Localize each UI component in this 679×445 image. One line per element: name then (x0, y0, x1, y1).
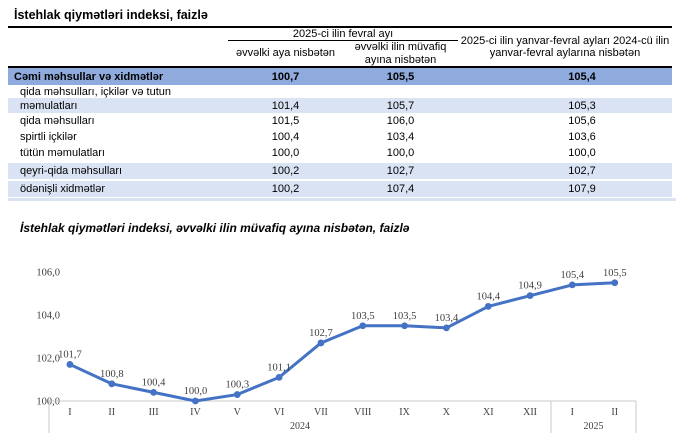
svg-text:100,0: 100,0 (183, 386, 208, 397)
row-value: 105,3 (458, 98, 672, 113)
svg-text:VIII: VIII (354, 407, 372, 418)
row-value: 107,4 (343, 180, 458, 197)
svg-text:103,4: 103,4 (434, 312, 459, 324)
svg-text:X: X (442, 407, 451, 418)
row-value: 100,4 (228, 129, 343, 145)
svg-text:106,0: 106,0 (36, 267, 60, 279)
svg-text:105,5: 105,5 (602, 267, 627, 279)
row-value: 105,4 (458, 67, 672, 85)
table-title: İstehlak qiymətləri indeksi, faizlə (8, 8, 672, 28)
header-group-2025-february: 2025-ci ilin fevral ayı (228, 28, 458, 41)
row-label: qida məhsulları (20, 113, 228, 129)
table-row-food-group-line1 (8, 85, 672, 98)
header-ytd-column: 2025-ci ilin yanvar-fevral ayları 2024-cü ilin yanvar-fevral aylarına nisbətən (458, 28, 672, 67)
svg-text:104,9: 104,9 (518, 280, 542, 292)
row-value: 100,2 (228, 180, 343, 197)
y-axis-labels (36, 268, 60, 408)
chart-title: İstehlak qiymətləri indeksi, əvvəlki ilin müvafiq ayına nisbətən, faizlə (20, 221, 410, 235)
row-value: 105,7 (343, 98, 458, 113)
row-value: 102,7 (343, 162, 458, 180)
svg-text:XI: XI (482, 407, 494, 418)
svg-text:IX: IX (399, 407, 410, 418)
row-value: 107,9 (458, 180, 672, 197)
header-row-group (8, 28, 672, 41)
x-axis-month-labels (68, 407, 618, 418)
row-value: 100,0 (458, 145, 672, 162)
table-row-total (8, 67, 672, 85)
header-empty-cell (8, 28, 228, 41)
svg-text:II: II (611, 407, 619, 418)
svg-text:VI: VI (273, 407, 285, 418)
table-row-nonfood (8, 162, 672, 180)
svg-text:100,0: 100,0 (36, 396, 60, 408)
svg-text:2024: 2024 (290, 421, 310, 432)
data-point-labels (58, 268, 626, 397)
svg-text:104,4: 104,4 (476, 291, 501, 303)
indent-stripe (8, 180, 20, 197)
cpi-line-chart (0, 248, 679, 445)
row-value: 101,5 (228, 113, 343, 129)
svg-text:103,5: 103,5 (350, 310, 375, 322)
svg-text:V: V (233, 407, 241, 418)
row-value: 105,5 (343, 67, 458, 85)
row-value: 100,2 (228, 162, 343, 180)
svg-text:100,4: 100,4 (141, 377, 166, 389)
svg-text:II: II (108, 407, 116, 418)
svg-text:100,8: 100,8 (99, 368, 124, 380)
row-value: 106,0 (343, 113, 458, 129)
indent-stripe (8, 129, 20, 145)
row-value: 100,0 (228, 145, 343, 162)
table-row-food-group-line2 (8, 98, 672, 113)
table-row-paid-services (8, 180, 672, 197)
header-empty-cell (8, 41, 228, 68)
header-prev-year-column: əvvəlki ilin müvafiq ayına nisbətən (343, 41, 458, 68)
svg-text:101,1: 101,1 (267, 362, 291, 374)
indent-stripe (8, 145, 20, 162)
svg-text:III: III (148, 407, 159, 418)
svg-text:103,5: 103,5 (392, 310, 417, 322)
row-value: 101,4 (228, 98, 343, 113)
svg-text:102,7: 102,7 (309, 327, 333, 339)
svg-text:XII: XII (523, 407, 538, 418)
table-row-food (8, 113, 672, 129)
table-bottom-accent-strip (8, 198, 676, 201)
svg-text:102,0: 102,0 (36, 353, 60, 365)
svg-text:104,0: 104,0 (36, 310, 60, 322)
indent-stripe (8, 113, 20, 129)
x-axis-year-labels (290, 421, 604, 432)
svg-text:101,7: 101,7 (58, 349, 82, 361)
svg-text:105,4: 105,4 (560, 269, 585, 281)
svg-text:100,3: 100,3 (225, 379, 250, 391)
row-label: məmulatları (20, 98, 228, 113)
row-label: ödənişli xidmətlər (20, 180, 228, 197)
row-label: spirtli içkilər (20, 129, 228, 145)
indent-stripe (8, 85, 20, 98)
row-value: 102,7 (458, 162, 672, 180)
row-label: tütün məmulatları (20, 145, 228, 162)
row-label: qida məhsulları, içkilər və tutun (20, 85, 228, 98)
indent-stripe (8, 98, 20, 113)
cpi-table (8, 28, 672, 197)
row-label: Cəmi məhsullar və xidmətlər (8, 67, 228, 85)
svg-text:I: I (570, 407, 574, 418)
svg-text:2025: 2025 (583, 421, 604, 432)
row-value: 103,6 (458, 129, 672, 145)
cpi-table-section (8, 8, 672, 201)
row-label: qeyri-qida məhsulları (20, 162, 228, 180)
row-value: 100,0 (343, 145, 458, 162)
row-value: 105,6 (458, 113, 672, 129)
row-value: 103,4 (343, 129, 458, 145)
svg-text:VII: VII (313, 407, 328, 418)
header-prev-month-column: əvvəlki aya nisbətən (228, 41, 343, 68)
svg-text:IV: IV (190, 407, 201, 418)
svg-text:I: I (68, 407, 72, 418)
indent-stripe (8, 162, 20, 180)
table-row-tobacco (8, 145, 672, 162)
table-row-alcohol (8, 129, 672, 145)
row-value: 100,7 (228, 67, 343, 85)
x-axis (49, 401, 636, 433)
